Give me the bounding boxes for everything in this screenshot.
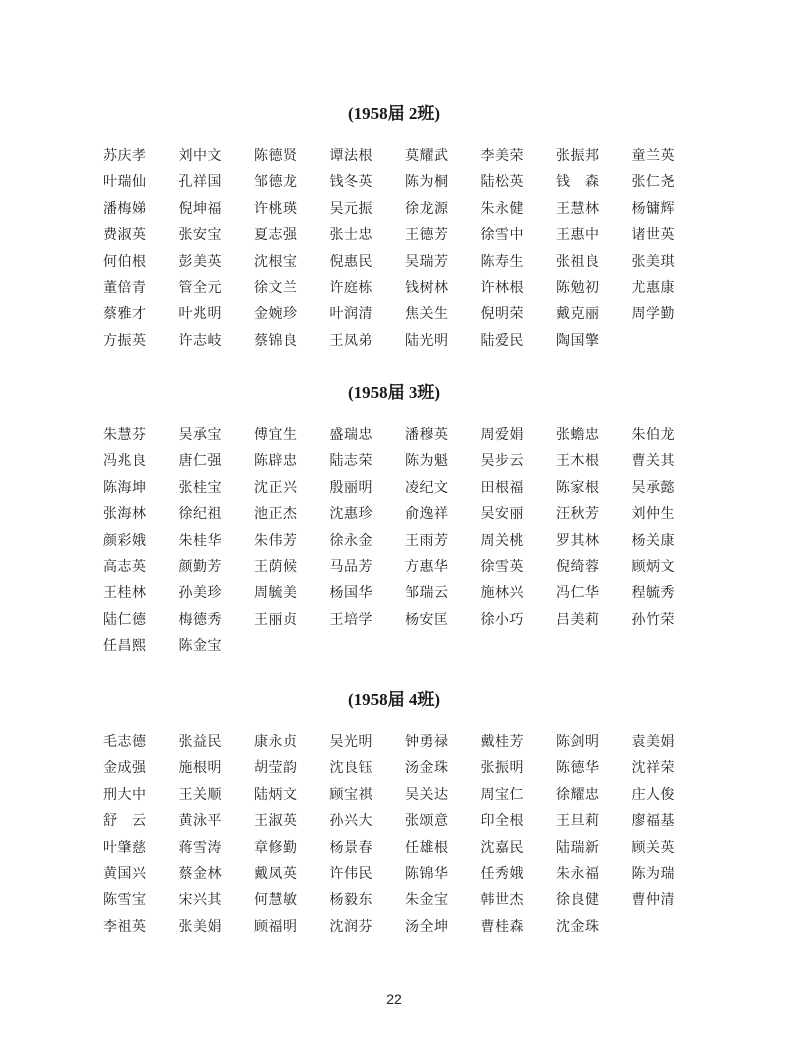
student-name: 汤全坤 <box>405 918 449 935</box>
student-name: 印全根 <box>480 813 524 830</box>
student-name: 周毓美 <box>254 585 298 602</box>
student-name: 马品芳 <box>329 558 373 575</box>
student-name: 陈剑明 <box>556 734 600 750</box>
student-name: 朱永健 <box>480 200 524 217</box>
student-name: 周爱娟 <box>480 427 524 443</box>
student-name: 沈惠珍 <box>329 506 373 523</box>
student-name: 任秀娥 <box>480 865 524 882</box>
student-name: 吴承懿 <box>631 479 675 496</box>
student-name: 袁美娟 <box>631 734 675 750</box>
student-name: 叶润清 <box>329 306 373 323</box>
student-name: 舒 云 <box>103 813 147 830</box>
student-name: 王凤弟 <box>329 332 373 349</box>
student-name: 张安宝 <box>178 227 222 244</box>
student-name: 费淑英 <box>103 227 147 244</box>
student-name: 罗其林 <box>556 532 600 549</box>
student-name: 王旦莉 <box>556 813 600 830</box>
student-name: 康永贞 <box>254 734 298 750</box>
student-name: 张仁尧 <box>631 174 675 191</box>
student-name: 蔡雅才 <box>103 306 147 323</box>
student-name: 朱慧芬 <box>103 427 147 443</box>
student-name: 方惠华 <box>405 558 449 575</box>
student-name: 吕美莉 <box>556 611 600 628</box>
student-name: 陆炳文 <box>254 786 298 803</box>
student-name: 顾宝祺 <box>329 786 373 803</box>
student-name: 周宝仁 <box>480 786 524 803</box>
student-name: 田根福 <box>480 479 524 496</box>
student-name: 金成强 <box>103 760 147 777</box>
student-name: 许庭栋 <box>329 279 373 296</box>
student-name: 任昌熙 <box>103 638 147 655</box>
student-name: 王惠中 <box>556 227 600 244</box>
student-name: 张振邦 <box>556 148 600 164</box>
student-name: 盛瑞忠 <box>329 427 373 443</box>
student-name: 曹关其 <box>631 453 675 470</box>
student-name: 王木根 <box>556 453 600 470</box>
student-name: 王慧林 <box>556 200 600 217</box>
student-name: 管全元 <box>178 279 222 296</box>
student-name: 方振英 <box>103 332 147 349</box>
student-name: 刘仲生 <box>631 506 675 523</box>
student-name: 颜勤芳 <box>178 558 222 575</box>
student-name: 吴光明 <box>329 734 373 750</box>
student-name: 陈为魁 <box>405 453 449 470</box>
student-name: 钱树林 <box>405 279 449 296</box>
class-heading: (1958届 2班) <box>347 104 441 123</box>
student-name: 汪秋芳 <box>556 506 600 523</box>
student-name: 徐文兰 <box>254 279 298 296</box>
student-name: 张美琪 <box>631 253 675 270</box>
student-name: 焦关生 <box>405 306 449 323</box>
student-name: 张士忠 <box>329 227 373 244</box>
student-name: 沈润芬 <box>329 918 373 935</box>
student-name: 陈雪宝 <box>103 892 147 909</box>
student-name: 莫耀武 <box>405 148 449 164</box>
student-name: 施林兴 <box>480 585 524 602</box>
student-name: 吴瑞芳 <box>405 253 449 270</box>
student-name: 陈德贤 <box>254 148 298 164</box>
student-name: 徐纪祖 <box>178 506 222 523</box>
class-section-3 <box>0 383 788 663</box>
student-name: 殷丽明 <box>329 479 373 496</box>
student-name: 陆光明 <box>405 332 449 349</box>
student-name: 何慧敏 <box>254 892 298 909</box>
student-name: 戴凤英 <box>254 865 298 882</box>
student-name: 杨国华 <box>329 585 373 602</box>
student-name: 沈金珠 <box>556 918 600 935</box>
student-name: 朱永福 <box>556 865 600 882</box>
student-name: 沈嘉民 <box>480 839 524 856</box>
student-name: 张蟾忠 <box>556 427 600 443</box>
student-name: 孙竹荣 <box>631 611 675 628</box>
student-name: 戴克丽 <box>556 306 600 323</box>
student-name: 潘穆英 <box>405 427 449 443</box>
student-name: 许林根 <box>480 279 524 296</box>
student-name: 朱伟芳 <box>254 532 298 549</box>
student-name: 钟勇禄 <box>405 734 449 750</box>
student-name: 冯兆良 <box>103 453 147 470</box>
student-name: 徐良健 <box>556 892 600 909</box>
student-name: 朱伯龙 <box>631 427 675 443</box>
student-name: 庄人俊 <box>631 786 675 803</box>
student-name: 唐仁强 <box>178 453 222 470</box>
student-name: 章修勤 <box>254 839 298 856</box>
student-name: 吴步云 <box>480 453 524 470</box>
student-name: 王培学 <box>329 611 373 628</box>
student-name: 谭法根 <box>329 148 373 164</box>
student-name: 廖福基 <box>631 813 675 830</box>
student-name: 许桃瑛 <box>254 200 298 217</box>
student-name: 胡莹韵 <box>254 760 298 777</box>
student-name: 倪坤福 <box>178 200 222 217</box>
student-name: 陆爱民 <box>480 332 524 349</box>
student-name: 池正杰 <box>254 506 298 523</box>
student-name: 黄国兴 <box>103 865 147 882</box>
student-name: 沈正兴 <box>254 479 298 496</box>
student-name: 陈德华 <box>556 760 600 777</box>
student-name: 宋兴其 <box>178 892 222 909</box>
student-name: 孙兴大 <box>329 813 373 830</box>
student-name: 周学勤 <box>631 306 675 323</box>
student-name: 杨毅东 <box>329 892 373 909</box>
student-name: 汤金珠 <box>405 760 449 777</box>
student-name: 叶兆明 <box>178 306 222 323</box>
student-name: 蔡锦良 <box>254 332 298 349</box>
student-name: 邹德龙 <box>254 174 298 191</box>
student-name: 徐永金 <box>329 532 373 549</box>
student-name: 黄泳平 <box>178 813 222 830</box>
student-name: 沈根宝 <box>254 253 298 270</box>
student-name: 顾炳文 <box>631 558 675 575</box>
student-name: 俞逸祥 <box>405 506 449 523</box>
student-name: 徐雪中 <box>480 227 524 244</box>
student-name: 董倍青 <box>103 279 147 296</box>
student-name: 陈为瑞 <box>631 865 675 882</box>
student-name: 钱冬英 <box>329 174 373 191</box>
student-name: 夏志强 <box>254 227 298 244</box>
student-name: 陆志荣 <box>329 453 373 470</box>
student-name: 许伟民 <box>329 865 373 882</box>
student-name: 周关桃 <box>480 532 524 549</box>
student-name: 张振明 <box>480 760 524 777</box>
student-name: 叶瑞仙 <box>103 174 147 191</box>
student-name: 王淑英 <box>254 813 298 830</box>
student-name: 冯仁华 <box>556 585 600 602</box>
student-name: 徐小巧 <box>480 611 524 628</box>
student-name: 杨景春 <box>329 839 373 856</box>
student-name: 吴承宝 <box>178 427 222 443</box>
student-name: 颜彩娥 <box>103 532 147 549</box>
name-list <box>103 146 703 357</box>
student-name: 诸世英 <box>631 227 675 244</box>
student-name: 徐龙源 <box>405 200 449 217</box>
student-name: 王荫候 <box>254 558 298 575</box>
student-name: 韩世杰 <box>480 892 524 909</box>
student-name: 陈勉初 <box>556 279 600 296</box>
student-name: 蒋雪涛 <box>178 839 222 856</box>
student-name: 吴安丽 <box>480 506 524 523</box>
student-name: 吴元振 <box>329 200 373 217</box>
student-name: 王关顺 <box>178 786 222 803</box>
student-name: 邹瑞云 <box>405 585 449 602</box>
student-name: 沈祥荣 <box>631 760 675 777</box>
student-name: 陆松英 <box>480 174 524 191</box>
student-name: 叶肇慈 <box>103 839 147 856</box>
student-name: 张桂宝 <box>178 479 222 496</box>
name-list <box>103 732 703 943</box>
student-name: 刘中文 <box>178 148 222 164</box>
student-name: 陆仁德 <box>103 611 147 628</box>
student-name: 蔡金林 <box>178 865 222 882</box>
student-name: 曹桂森 <box>480 918 524 935</box>
student-name: 彭美英 <box>178 253 222 270</box>
student-name: 陈辟忠 <box>254 453 298 470</box>
student-name: 张海林 <box>103 506 147 523</box>
student-name: 陈金宝 <box>178 638 222 655</box>
student-name: 倪明荣 <box>480 306 524 323</box>
student-name: 尤惠康 <box>631 279 675 296</box>
student-name: 程毓秀 <box>631 585 675 602</box>
student-name: 朱金宝 <box>405 892 449 909</box>
student-name: 钱 森 <box>556 174 600 191</box>
student-name: 苏庆孝 <box>103 148 147 164</box>
student-name: 张颂意 <box>405 813 449 830</box>
student-name: 孔祥国 <box>178 174 222 191</box>
student-name: 陈寿生 <box>480 253 524 270</box>
student-name: 张益民 <box>178 734 222 750</box>
student-name: 刑大中 <box>103 786 147 803</box>
student-name: 李美荣 <box>480 148 524 164</box>
student-name: 张美娟 <box>178 918 222 935</box>
student-name: 陆瑞新 <box>556 839 600 856</box>
student-name: 孙美珍 <box>178 585 222 602</box>
page-number: 22 <box>386 991 402 1007</box>
student-name: 杨镛辉 <box>631 200 675 217</box>
student-name: 施根明 <box>178 760 222 777</box>
student-name: 陈家根 <box>556 479 600 496</box>
student-name: 傅宜生 <box>254 427 298 443</box>
class-section-4 <box>0 690 788 940</box>
student-name: 许志岐 <box>178 332 222 349</box>
student-name: 杨安匡 <box>405 611 449 628</box>
student-name: 王桂林 <box>103 585 147 602</box>
class-section-2 <box>0 104 788 354</box>
student-name: 陶国擎 <box>556 332 600 349</box>
student-name: 王雨芳 <box>405 532 449 549</box>
student-name: 凌纪文 <box>405 479 449 496</box>
class-heading: (1958届 4班) <box>347 690 441 709</box>
student-name: 徐雪英 <box>480 558 524 575</box>
student-name: 陈海坤 <box>103 479 147 496</box>
student-name: 倪绮蓉 <box>556 558 600 575</box>
student-name: 陈锦华 <box>405 865 449 882</box>
student-name: 倪惠民 <box>329 253 373 270</box>
student-name: 毛志德 <box>103 734 147 750</box>
student-name: 顾关英 <box>631 839 675 856</box>
student-name: 曹仲清 <box>631 892 675 909</box>
class-heading: (1958届 3班) <box>347 383 441 402</box>
student-name: 陈为桐 <box>405 174 449 191</box>
student-name: 朱桂华 <box>178 532 222 549</box>
student-name: 戴桂芳 <box>480 734 524 750</box>
student-name: 张祖良 <box>556 253 600 270</box>
student-name: 王丽贞 <box>254 611 298 628</box>
student-name: 王德芳 <box>405 227 449 244</box>
student-name: 李祖英 <box>103 918 147 935</box>
student-name: 沈良钰 <box>329 760 373 777</box>
student-name: 徐耀忠 <box>556 786 600 803</box>
student-name: 金婉珍 <box>254 306 298 323</box>
student-name: 梅德秀 <box>178 611 222 628</box>
student-name: 吴关达 <box>405 786 449 803</box>
student-name: 任雄根 <box>405 839 449 856</box>
student-name: 何伯根 <box>103 253 147 270</box>
student-name: 童兰英 <box>631 148 675 164</box>
student-name: 潘梅娣 <box>103 200 147 217</box>
student-name: 杨关康 <box>631 532 675 549</box>
student-name: 顾福明 <box>254 918 298 935</box>
name-list <box>103 425 703 663</box>
student-name: 高志英 <box>103 558 147 575</box>
